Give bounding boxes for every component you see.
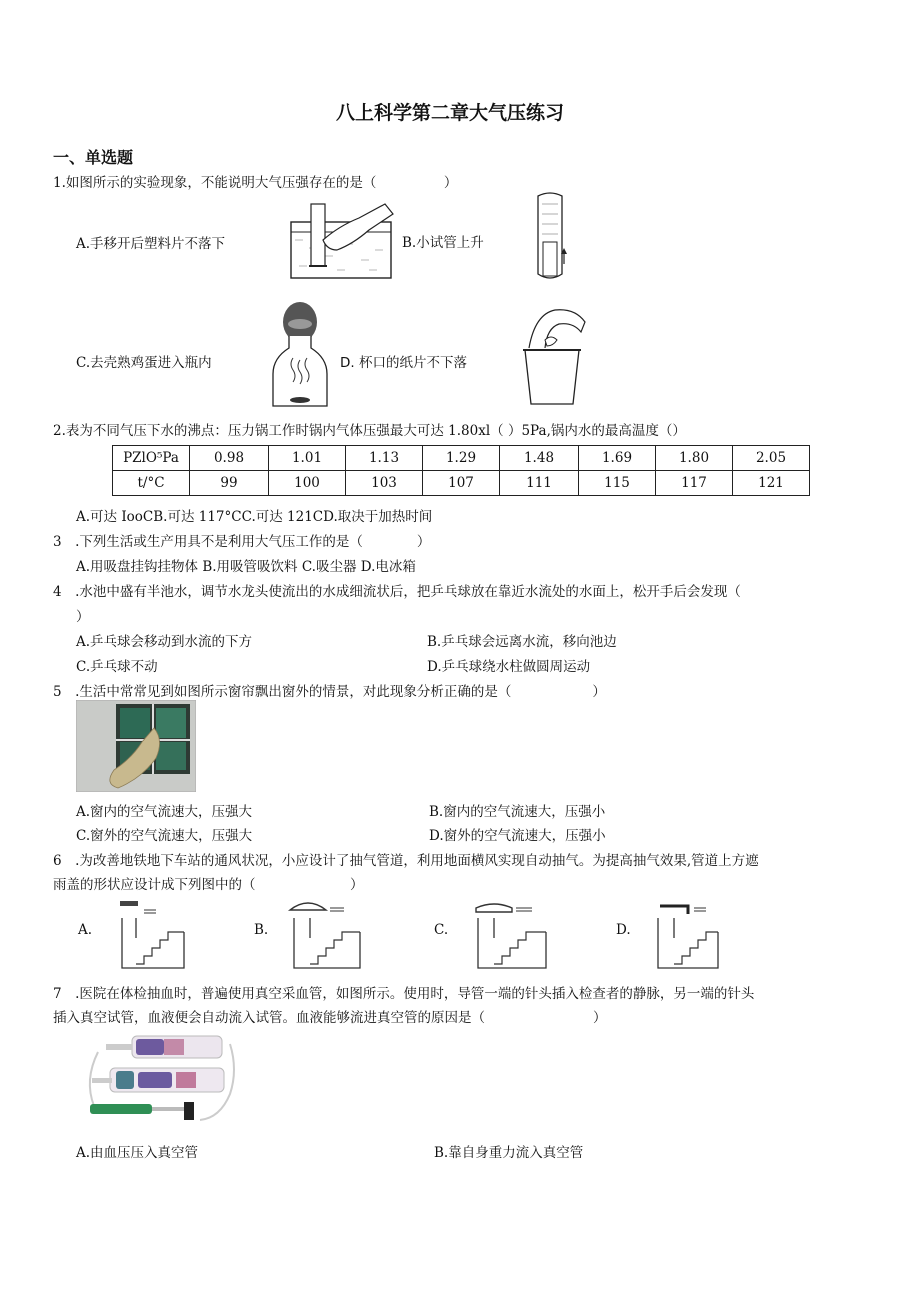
- q6-label-d: D.: [616, 922, 631, 938]
- q5-stem: 5 .生活中常常见到如图所示窗帘飘出窗外的情景，对此现象分析正确的是（ ）: [53, 684, 606, 700]
- q7-stem: 7 .医院在体检抽血时，普遍使用真空采血管，如图所示。使用时，导管一端的针头插入检查者的静脉，另一端的针头: [53, 986, 755, 1002]
- q1-option-b: B.小试管上升: [402, 235, 484, 251]
- table-cell: 99: [190, 471, 269, 496]
- table-cell: 1.69: [579, 446, 656, 471]
- table-cell: t/°C: [113, 471, 190, 496]
- table-cell: 1.29: [423, 446, 500, 471]
- q5-option-c: C.窗外的空气流速大，压强大: [76, 828, 253, 844]
- table-cell: 107: [423, 471, 500, 496]
- table-cell: 103: [346, 471, 423, 496]
- page-title: 八上科学第二章大气压练习: [336, 102, 565, 124]
- table-cell: 117: [656, 471, 733, 496]
- q1-stem: 1.如图所示的实验现象，不能说明大气压强存在的是（ ）: [53, 175, 458, 191]
- q4-stem-cont: ）: [76, 609, 90, 625]
- section-heading: 一、单选题: [53, 148, 134, 167]
- curtain-photo: [76, 700, 196, 792]
- table-cell: 100: [269, 471, 346, 496]
- table-cell: PZlO⁵Pa: [113, 446, 190, 471]
- q1-figure-a: [289, 200, 399, 282]
- table-cell: 1.80: [656, 446, 733, 471]
- q2-stem: 2.表为不同气压下水的沸点：压力锅工作时锅内气体压强最大可达 1.80xl（ ）5Pa,锅内水的最高温度（）: [53, 423, 686, 439]
- q4-option-d: D.乒乓球绕水柱做圆周运动: [427, 659, 591, 675]
- q6-label-b: B.: [254, 922, 269, 938]
- blood-collection-photo: [80, 1030, 240, 1132]
- q1-figure-d: [515, 300, 589, 410]
- table-cell: 0.98: [190, 446, 269, 471]
- vent-figure-a: [108, 898, 192, 972]
- table-cell: 1.48: [500, 446, 579, 471]
- q6-label-a: A.: [78, 922, 93, 938]
- table-cell: 115: [579, 471, 656, 496]
- vent-figure-c: [464, 896, 554, 972]
- q1-option-c: C.去壳熟鸡蛋进入瓶内: [76, 355, 212, 371]
- q2-options: A.可达 IooCB.可达 117°CC.可达 121CD.取决于加热时间: [76, 509, 433, 525]
- q6-stem: 6 .为改善地铁地下车站的通风状况，小应设计了抽气管道，利用地面横风实现自动抽气。为提高抽气效果,管道上方遮: [53, 853, 759, 869]
- q7-option-a: A.由血压压入真空管: [76, 1145, 199, 1161]
- q4-option-c: C.乒乓球不动: [76, 659, 158, 675]
- table-row-temperature: [113, 471, 810, 496]
- q1-option-a: A.手移开后塑料片不落下: [76, 236, 226, 252]
- q1-figure-c: [269, 302, 331, 410]
- vent-figure-b: [282, 896, 368, 972]
- vent-figure-d: [644, 896, 724, 972]
- q4-stem: 4 .水池中盛有半池水，调节水龙头使流出的水成细流状后，把乒乓球放在靠近水流处的水面上，松开手后会发现（: [53, 584, 741, 600]
- table-cell: 2.05: [733, 446, 810, 471]
- q4-option-a: A.乒乓球会移动到水流的下方: [76, 634, 253, 650]
- q6-label-c: C.: [434, 922, 449, 938]
- q5-option-b: B.窗内的空气流速大，压强小: [429, 804, 606, 820]
- q1-option-d: D. 杯口的纸片不下落: [340, 355, 467, 371]
- table-cell: 1.01: [269, 446, 346, 471]
- q7-option-b: B.靠自身重力流入真空管: [434, 1145, 584, 1161]
- table-cell: 111: [500, 471, 579, 496]
- q5-option-d: D.窗外的空气流速大，压强小: [429, 828, 606, 844]
- q6-stem-cont: 雨盖的形状应设计成下列图中的（ ）: [53, 877, 364, 893]
- q5-option-a: A.窗内的空气流速大，压强大: [76, 804, 253, 820]
- q1-figure-b: [530, 192, 570, 284]
- q3-options: A.用吸盘挂钩挂物体 B.用吸管吸饮料 C.吸尘器 D.电冰箱: [76, 559, 416, 575]
- boiling-point-table: [112, 445, 810, 496]
- q4-option-b: B.乒乓球会远离水流，移向池边: [427, 634, 617, 650]
- q3-stem: 3 .下列生活或生产用具不是利用大气压工作的是（ ）: [53, 534, 431, 550]
- table-row-pressure: [113, 446, 810, 471]
- table-cell: 1.13: [346, 446, 423, 471]
- table-cell: 121: [733, 471, 810, 496]
- q7-stem-cont: 插入真空试管，血液便会自动流入试管。血液能够流进真空管的原因是（ ）: [53, 1010, 607, 1026]
